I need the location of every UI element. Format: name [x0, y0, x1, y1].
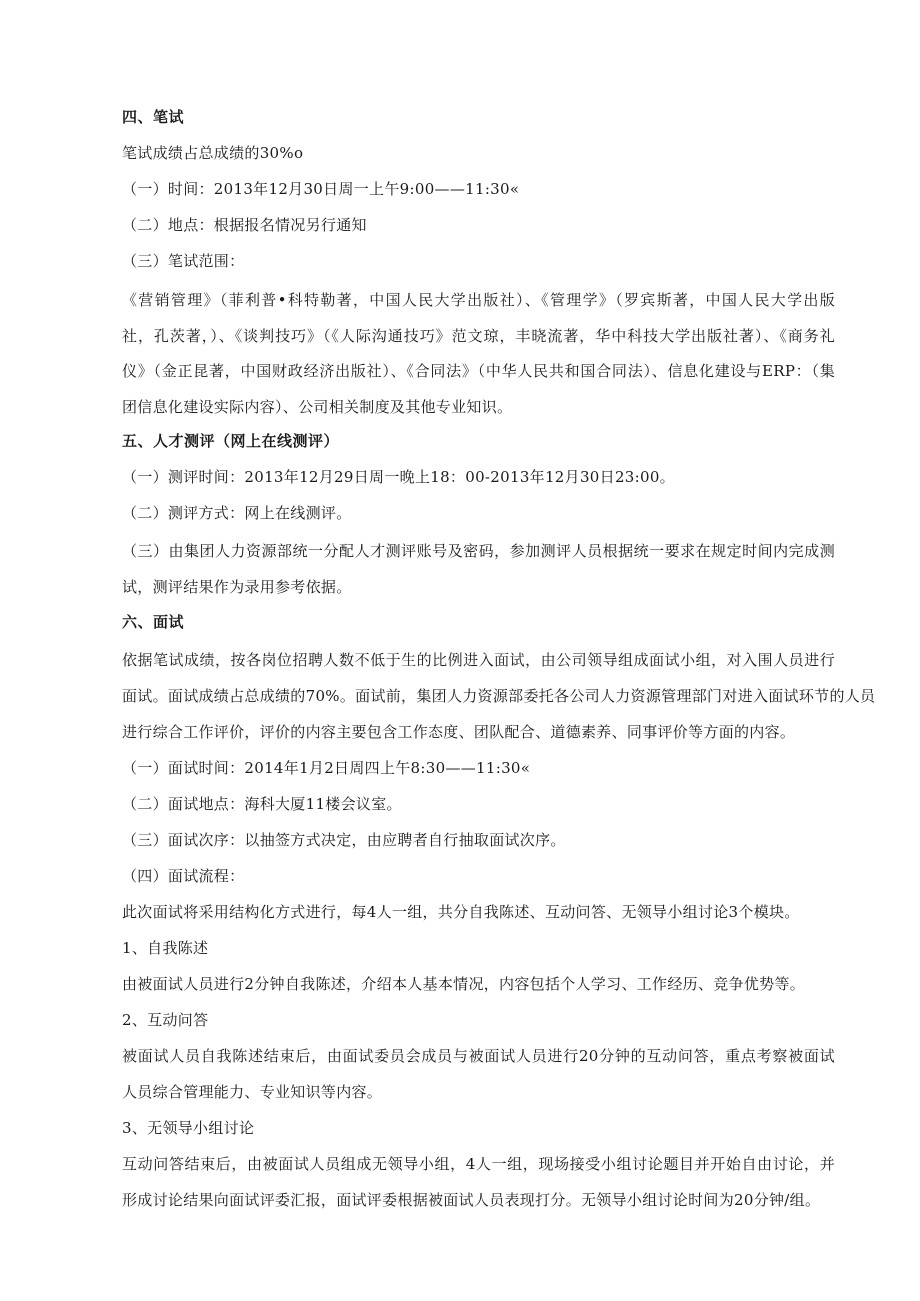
- section-6-flow-desc: 此次面试将采用结构化方式进行，每4人一组，共分自我陈述、互动问答、无领导小组讨论3个模块。: [122, 903, 800, 921]
- section-5-method: （二）测评方式：网上在线测评。: [122, 504, 352, 522]
- section-4-intro: 笔试成绩占总成绩的30%o: [122, 144, 304, 162]
- module-2-title: 2、互动问答: [122, 1011, 209, 1029]
- section-5-account-line: 试，测评结果作为录用参考依据。: [122, 578, 352, 596]
- module-2-line: 被面试人员自我陈述结束后，由面试委员会成员与被面试人员进行20分钟的互动问答，重点考察被面试: [122, 1047, 835, 1065]
- section-4-scope-line: 团信息化建设实际内容）、公司相关制度及其他专业知识。: [122, 398, 513, 416]
- module-3-title: 3、无领导小组讨论: [122, 1119, 255, 1137]
- section-4-time: （一）时间：2013年12月30日周一上午9:00——11:30«: [122, 180, 520, 198]
- section-5-account-line: （三）由集团人力资源部统一分配人才测评账号及密码，参加测评人员根据统一要求在规定时间内完成测: [122, 542, 835, 560]
- section-6-time: （一）面试时间：2014年1月2日周四上午8:30——11:30«: [122, 759, 531, 777]
- module-3-line: 形成讨论结果向面试评委汇报，面试评委根据被面试人员表现打分。无领导小组讨论时间为20分钟/组。: [122, 1191, 821, 1209]
- section-6-intro-line: 面试。面试成绩占总成绩的70%。面试前，集团人力资源部委托各公司人力资源管理部门对进入面试环节的人员: [122, 687, 876, 705]
- module-3-line: 互动问答结束后，由被面试人员组成无领导小组，4人一组，现场接受小组讨论题目并开始自由讨论，并: [122, 1155, 835, 1173]
- section-4-scope-line: 仪》（金正昆著，中国财政经济出版社）、《合同法》（中华人民共和国合同法）、信息化建设与ERP：（集: [122, 362, 835, 380]
- section-5-time: （一）测评时间：2013年12月29日周一晚上18：00-2013年12月30日23:00。: [122, 468, 675, 486]
- section-6-place: （二）面试地点：海科大厦11楼会议室。: [122, 795, 402, 813]
- section-6-intro-line: 依据笔试成绩，按各岗位招聘人数不低于生的比例进入面试，由公司领导组成面试小组，对入围人员进行: [122, 651, 835, 669]
- section-4-title: 四、笔试: [122, 108, 185, 126]
- section-6-intro-line: 进行综合工作评价，评价的内容主要包含工作态度、团队配合、道德素养、同事评价等方面的内容。: [122, 723, 796, 741]
- module-1-desc: 由被面试人员进行2分钟自我陈述，介绍本人基本情况，内容包括个人学习、工作经历、竞争优势等。: [122, 975, 806, 993]
- section-4-scope-line: 社，孔茨著，）、《谈判技巧》（《人际沟通技巧》范文琼，丰晓流著，华中科技大学出版社著）、《商务礼: [122, 327, 835, 345]
- section-6-flow-label: （四）面试流程：: [122, 867, 245, 885]
- section-4-scope-line: 《营销管理》（菲利普•科特勒著，中国人民大学出版社）、《管理学》（罗宾斯著，中国人民大学出版: [122, 291, 835, 309]
- section-5-title: 五、人才测评（网上在线测评）: [122, 432, 340, 450]
- section-6-order: （三）面试次序：以抽签方式决定，由应聘者自行抽取面试次序。: [122, 831, 566, 849]
- section-4-place: （二）地点：根据报名情况另行通知: [122, 216, 367, 234]
- module-2-line: 人员综合管理能力、专业知识等内容。: [122, 1083, 383, 1101]
- section-6-title: 六、面试: [122, 613, 185, 631]
- module-1-title: 1、自我陈述: [122, 939, 209, 957]
- section-4-scope-label: （三）笔试范围：: [122, 252, 245, 270]
